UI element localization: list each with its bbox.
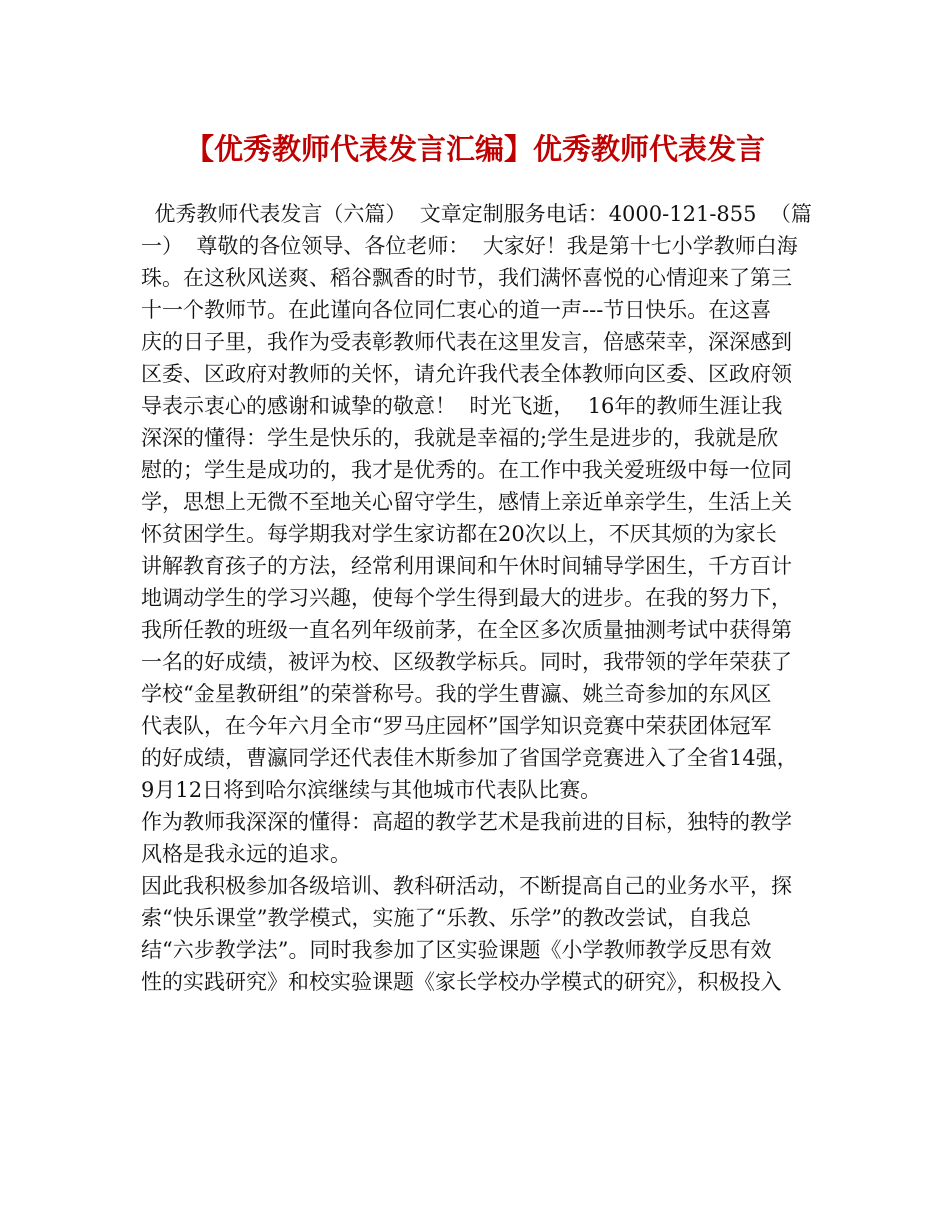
text-line: 索“快乐课堂”教学模式，实施了“乐教、乐学”的教改尝试，自我总: [141, 906, 751, 930]
text-line: 学校“金星教研组”的荣誉称号。我的学生曹瀛、姚兰奇参加的东风区: [141, 682, 772, 706]
text-line: 学，思想上无微不至地关心留守学生，感情上亲近单亲学生，生活上关: [141, 490, 792, 514]
text-line: 导表示衷心的感谢和诚挚的敬意！ 时光飞逝， 16年的教师生涯让我: [141, 394, 783, 418]
text-line: 一名的好成绩，被评为校、区级教学标兵。同时，我带领的学年荣获了: [141, 650, 792, 674]
text-line: 9月12日将到哈尔滨继续与其他城市代表队比赛。: [141, 778, 602, 802]
text-line: 地调动学生的学习兴趣，使每个学生得到最大的进步。在我的努力下，: [141, 586, 792, 610]
text-line: 代表队，在今年六月全市“罗马庄园杯”国学知识竞赛中荣获团体冠军: [141, 714, 772, 738]
text-line: 一） 尊敬的各位领导、各位老师： 大家好！我是第十七小学教师白海: [141, 234, 798, 258]
text-line: 因此我积极参加各级培训、教科研活动，不断提高自己的业务水平，探: [141, 874, 792, 898]
text-line: 庆的日子里，我作为受表彰教师代表在这里发言，倍感荣幸，深深感到: [141, 330, 792, 354]
text-line: 性的实践研究》和校实验课题《家长学校办学模式的研究》，积极投入: [141, 970, 782, 994]
text-line: 的好成绩，曹瀛同学还代表佳木斯参加了省国学竞赛进入了全省14强，: [141, 746, 798, 770]
text-line: 怀贫困学生。每学期我对学生家访都在20次以上，不厌其烦的为家长: [141, 522, 777, 546]
text-line: 十一个教师节。在此谨向各位同仁衷心的道一声---节日快乐。在这喜: [141, 298, 772, 322]
document-title: 【优秀教师代表发言汇编】优秀教师代表发言: [184, 132, 765, 166]
text-line: 慰的；学生是成功的，我才是优秀的。在工作中我关爱班级中每一位同: [141, 458, 792, 482]
text-line: 优秀教师代表发言（六篇） 文章定制服务电话：4000-121-855 （篇: [141, 202, 812, 226]
text-line: 讲解教育孩子的方法，经常利用课间和午休时间辅导学困生，千方百计: [141, 554, 792, 578]
text-line: 深深的懂得：学生是快乐的，我就是幸福的;学生是进步的，我就是欣: [141, 426, 779, 450]
text-line: 珠。在这秋风送爽、稻谷飘香的时节，我们满怀喜悦的心情迎来了第三: [141, 266, 792, 290]
text-line: 风格是我永远的追求。: [141, 842, 351, 866]
text-line: 区委、区政府对教师的关怀，请允许我代表全体教师向区委、区政府领: [141, 362, 792, 386]
text-line: 作为教师我深深的懂得：高超的教学艺术是我前进的目标，独特的教学: [141, 810, 792, 834]
text-line: 我所任教的班级一直名列年级前茅，在全区多次质量抽测考试中获得第: [141, 618, 792, 642]
text-line: 结“六步教学法”。同时我参加了区实验课题《小学教师教学反思有效: [141, 938, 772, 962]
document-body: [141, 198, 825, 998]
